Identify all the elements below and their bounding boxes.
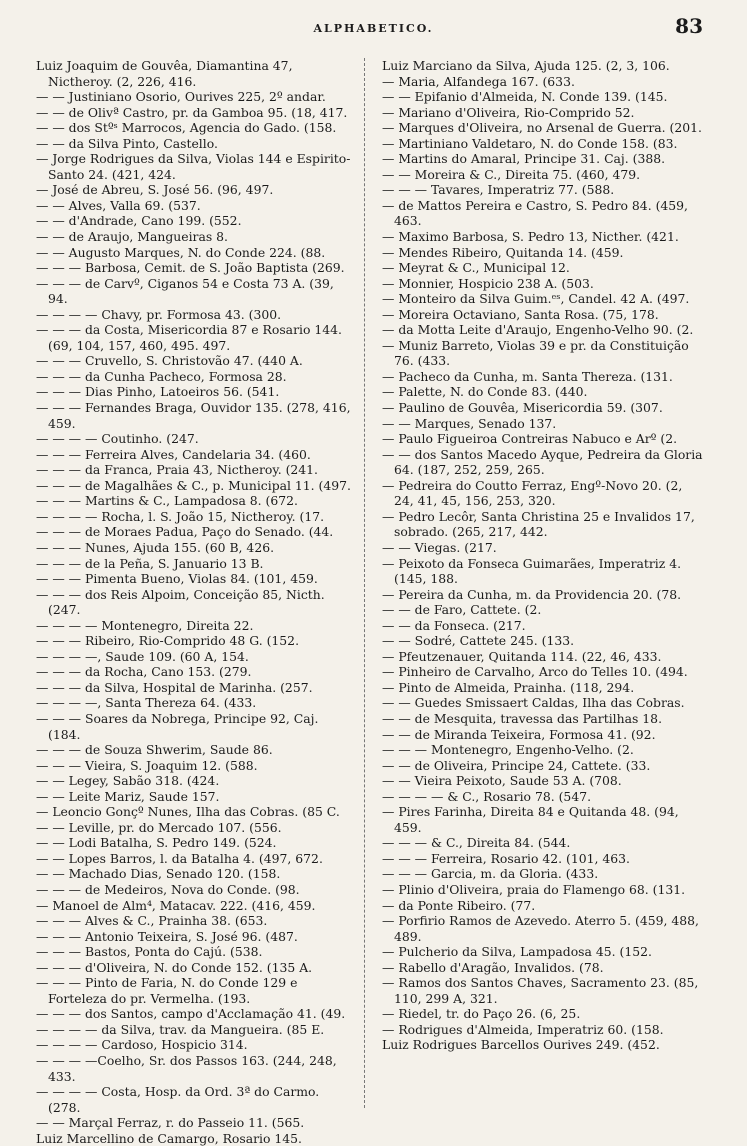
left-column [36, 58, 352, 1146]
directory-entry: — — Lopes Barros, l. da Batalha 4. (497, 672. [36, 850, 323, 866]
directory-entry: — Riedel, tr. do Paço 26. (6, 25. [382, 1006, 581, 1022]
directory-entry: — Paulo Figueiroa Contreiras Nabuco e Arº (2. [382, 431, 678, 447]
directory-entry: — — — Garcia, m. da Gloria. (433. [382, 866, 599, 882]
directory-entry: — — Epifanio d'Almeida, N. Conde 139. (145. [382, 89, 668, 105]
directory-entry: — Pfeutzenauer, Quitanda 114. (22, 46, 433. [382, 648, 662, 664]
directory-entry: — Mendes Ribeiro, Quitanda 14. (459. [382, 244, 624, 260]
directory-entry: — — — Vieira, S. Joaquim 12. (588. [36, 757, 258, 773]
directory-entry: — — Guedes Smissaert Caldas, Ilha das Cobras. [382, 695, 685, 711]
directory-entry: — — dos Stºˢ Marrocos, Agencia do Gado. (158. [36, 120, 337, 136]
directory-entry: — — de Araujo, Mangueiras 8. [36, 229, 228, 245]
directory-entry: — — Justiniano Osorio, Ourives 225, 2º andar. [36, 89, 326, 105]
directory-entry: Luiz Rodrigues Barcellos Ourives 249. (452. [382, 1037, 660, 1053]
directory-entry: — — — de la Peña, S. Januario 13 B. [36, 555, 264, 571]
directory-entry: — da Ponte Ribeiro. (77. [382, 897, 536, 913]
directory-entry: — Plinio d'Oliveira, praia do Flamengo 68. (131. [382, 881, 686, 897]
directory-entry: — — — Ribeiro, Rio-Comprido 48 G. (152. [36, 633, 300, 649]
page-header [0, 14, 747, 44]
directory-entry: — — Vieira Peixoto, Saude 53 A. (708. [382, 773, 622, 789]
directory-entry: — — da Fonseca. (217. [382, 617, 526, 633]
directory-entry: — — — & C., Direita 84. (544. [382, 835, 571, 851]
directory-entry: — — da Silva Pinto, Castello. [36, 135, 218, 151]
directory-entry: — — — da Costa, Misericordia 87 e Rosario 144. (69, 104, 157, 460, 495. 497. [36, 322, 342, 353]
directory-entry: — — Alves, Valla 69. (537. [36, 197, 201, 213]
directory-entry: — — — de Moraes Padua, Paço do Senado. (44. [36, 524, 334, 540]
directory-entry: — — Marçal Ferraz, r. do Passeio 11. (565. [36, 1115, 305, 1131]
column-divider [364, 58, 366, 1108]
directory-entry: — — — Antonio Teixeira, S. José 96. (487. [36, 928, 298, 944]
directory-entry: — — — Nunes, Ajuda 155. (60 B, 426. [36, 539, 275, 555]
directory-entry: — Palette, N. do Conde 83. (440. [382, 384, 588, 400]
directory-entry: — — de Miranda Teixeira, Formosa 41. (92. [382, 726, 656, 742]
directory-entry: — — — Pimenta Bueno, Violas 84. (101, 459. [36, 571, 318, 587]
directory-entry: — — d'Andrade, Cano 199. (552. [36, 213, 242, 229]
directory-entry: — Pires Farinha, Direita 84 e Quitanda 48. (94, 459. [382, 804, 679, 835]
directory-entry: — — de Faro, Cattete. (2. [382, 602, 542, 618]
directory-entry: — — — Montenegro, Engenho-Velho. (2. [382, 742, 634, 758]
directory-entry: — — Moreira & C., Direita 75. (460, 479. [382, 166, 641, 182]
directory-entry: — — Marques, Senado 137. [382, 415, 557, 431]
page-number: 83 [675, 14, 703, 38]
directory-entry: — — — Barbosa, Cemit. de S. João Baptista (269. [36, 260, 345, 276]
directory-entry: — Meyrat & C., Municipal 12. [382, 260, 570, 276]
directory-entry: — — — — da Silva, trav. da Mangueira. (85 E. [36, 1021, 325, 1037]
directory-entry: — — Leite Mariz, Saude 157. [36, 788, 220, 804]
directory-entry: — — — dos Reis Alpoim, Conceição 85, Nicth. (247. [36, 586, 325, 618]
directory-entry: Luiz Joaquim de Gouvêa, Diamantina 47, Nictheroy. (2, 226, 416. [36, 58, 293, 89]
right-column [382, 58, 704, 1053]
directory-entry: — — — da Silva, Hospital de Marinha. (257. [36, 679, 313, 695]
directory-entry: — Pedro Lecôr, Santa Christina 25 e Invalidos 17, sobrado. (265, 217, 442. [382, 508, 695, 540]
directory-entry: — Rodrigues d'Almeida, Imperatriz 60. (158. [382, 1021, 664, 1037]
directory-entry: — — — Alves & C., Prainha 38. (653. [36, 913, 268, 929]
directory-entry: — Pulcherio da Silva, Lampadosa 45. (152. [382, 944, 652, 960]
directory-entry: — — Sodré, Cattete 245. (133. [382, 633, 575, 649]
directory-entry: — — — de Souza Shwerim, Saude 86. [36, 742, 273, 758]
directory-entry: — José de Abreu, S. José 56. (96, 497. [36, 182, 274, 198]
directory-entry: — Moreira Octaviano, Santa Rosa. (75, 178. [382, 306, 659, 322]
directory-entry: — Monteiro da Silva Guim.ᵉˢ, Candel. 42 A. (497. [382, 291, 690, 307]
directory-entry: — — — Fernandes Braga, Ouvidor 135. (278, 416, 459. [36, 400, 351, 431]
directory-entry: — — Leville, pr. do Mercado 107. (556. [36, 819, 282, 835]
directory-entry: — — — — Costa, Hosp. da Ord. 3ª do Carmo. (278. [36, 1084, 320, 1115]
directory-entry: — — — Ferreira, Rosario 42. (101, 463. [382, 850, 630, 866]
directory-entry: — — — — Montenegro, Direita 22. [36, 617, 254, 633]
directory-entry: — Ramos dos Santos Chaves, Sacramento 23. (85, 110, 299 A, 321. [382, 975, 699, 1006]
directory-entry: — Pereira da Cunha, m. da Providencia 20. (78. [382, 586, 682, 602]
directory-entry: — — — Martins & C., Lampadosa 8. (672. [36, 493, 298, 509]
directory-entry: — Martins do Amaral, Principe 31. Caj. (388. [382, 151, 666, 167]
directory-entry: — Jorge Rodrigues da Silva, Violas 144 e Espirito-Santo 24. (421, 424. [36, 151, 351, 182]
directory-entry: — Pedreira do Coutto Ferraz, Engº-Novo 20. (2, 24, 41, 45, 156, 253, 320. [382, 477, 683, 509]
directory-entry: — — — —, Santa Thereza 64. (433. [36, 695, 257, 711]
directory-entry: — — — d'Oliveira, N. do Conde 152. (135 A. [36, 959, 313, 975]
directory-entry: Luiz Marciano da Silva, Ajuda 125. (2, 3, 106. [382, 58, 670, 73]
directory-entry: — Porfirio Ramos de Azevedo. Aterro 5. (459, 488, 489. [382, 913, 699, 944]
directory-entry: — Peixoto da Fonseca Guimarães, Imperatriz 4. (145, 188. [382, 555, 682, 587]
directory-entry: — Pinto de Almeida, Prainha. (118, 294. [382, 679, 635, 695]
directory-entry: — Martiniano Valdetaro, N. do Conde 158. (83. [382, 135, 678, 151]
directory-entry: — — de Olivª Castro, pr. da Gamboa 95. (18, 417. [36, 104, 348, 120]
directory-entry: — — — da Rocha, Cano 153. (279. [36, 664, 252, 680]
directory-entry: — — Machado Dias, Senado 120. (158. [36, 866, 281, 882]
directory-entry: — — Augusto Marques, N. do Conde 224. (88. [36, 244, 326, 260]
directory-entry: — Monnier, Hospicio 238 A. (503. [382, 275, 594, 291]
directory-entry: — — — Dias Pinho, Latoeiros 56. (541. [36, 384, 280, 400]
directory-entry: — — — Pinto de Faria, N. do Conde 129 e Forteleza do pr. Vermelha. (193. [36, 975, 298, 1006]
directory-entry: — — — Cruvello, S. Christovão 47. (440 A. [36, 353, 303, 369]
directory-entry: — Paulino de Gouvêa, Misericordia 59. (307. [382, 400, 663, 416]
directory-entry: — da Motta Leite d'Araujo, Engenho-Velho 90. (2. [382, 322, 694, 338]
directory-entry: — — de Mesquita, travessa das Partilhas 18. [382, 710, 663, 726]
directory-entry: — Muniz Barreto, Violas 39 e pr. da Constituição 76. (433. [382, 337, 689, 369]
directory-entry: — Leoncio Gonçº Nunes, Ilha das Cobras. (85 C. [36, 804, 340, 820]
directory-entry: — — — Bastos, Ponta do Cajú. (538. [36, 944, 263, 960]
directory-entry: — Maximo Barbosa, S. Pedro 13, Nicther. (421. [382, 229, 679, 245]
directory-entry: — — — da Franca, Praia 43, Nictheroy. (241. [36, 462, 318, 478]
directory-entry: — — Viegas. (217. [382, 539, 497, 555]
directory-entry: — — — — Cardoso, Hospicio 314. [36, 1037, 248, 1053]
directory-entry: — — dos Santos Macedo Ayque, Pedreira da Gloria 64. (187, 252, 259, 265. [382, 446, 703, 478]
directory-entry: — Pinheiro de Carvalho, Arco do Telles 10. (494. [382, 664, 688, 680]
directory-entry: — — Legey, Sabão 318. (424. [36, 773, 220, 789]
directory-entry: Luiz Marcellino de Camargo, Rosario 145. [36, 1130, 302, 1146]
directory-entry: — — — Soares da Nobrega, Principe 92, Caj. (184. [36, 710, 319, 742]
directory-entry: — Pacheco da Cunha, m. Santa Thereza. (131. [382, 368, 673, 384]
directory-entry: — Manoel de Alm⁴, Matacav. 222. (416, 459. [36, 897, 316, 913]
directory-entry: — — — — Rocha, l. S. João 15, Nictheroy. (17. [36, 508, 325, 524]
directory-entry: — — Lodi Batalha, S. Pedro 149. (524. [36, 835, 277, 851]
directory-entry: — Rabello d'Aragão, Invalidos. (78. [382, 959, 604, 975]
directory-entry: — Mariano d'Oliveira, Rio-Comprido 52. [382, 104, 635, 120]
directory-entry: — — — Ferreira Alves, Candelaria 34. (460. [36, 446, 311, 462]
running-title: ALPHABETICO. [313, 22, 434, 35]
directory-entry: — Marques d'Oliveira, no Arsenal de Guerra. (201. [382, 120, 702, 136]
directory-entry: — — — Tavares, Imperatriz 77. (588. [382, 182, 615, 198]
directory-entry: — — — de Medeiros, Nova do Conde. (98. [36, 881, 300, 897]
directory-entry: — — — — & C., Rosario 78. (547. [382, 788, 592, 804]
directory-entry: — de Mattos Pereira e Castro, S. Pedro 84. (459, 463. [382, 197, 688, 229]
directory-entry: — — — da Cunha Pacheco, Formosa 28. [36, 368, 287, 384]
directory-entry: — — — dos Santos, campo d'Acclamação 41. (49. [36, 1006, 346, 1022]
directory-entry: — — de Oliveira, Principe 24, Cattete. (33. [382, 757, 651, 773]
directory-entry: — — — — Coutinho. (247. [36, 431, 199, 447]
directory-entry: — Maria, Alfandega 167. (633. [382, 73, 575, 89]
directory-entry: — — — —Coelho, Sr. dos Passos 163. (244, 248, 433. [36, 1053, 337, 1084]
directory-entry: — — — —, Saude 109. (60 A, 154. [36, 648, 249, 664]
directory-entry: — — — de Magalhães & C., p. Municipal 11. (497. [36, 477, 351, 493]
directory-entry: — — — — Chavy, pr. Formosa 43. (300. [36, 306, 282, 322]
directory-entry: — — — de Carvº, Ciganos 54 e Costa 73 A. (39, 94. [36, 275, 334, 307]
